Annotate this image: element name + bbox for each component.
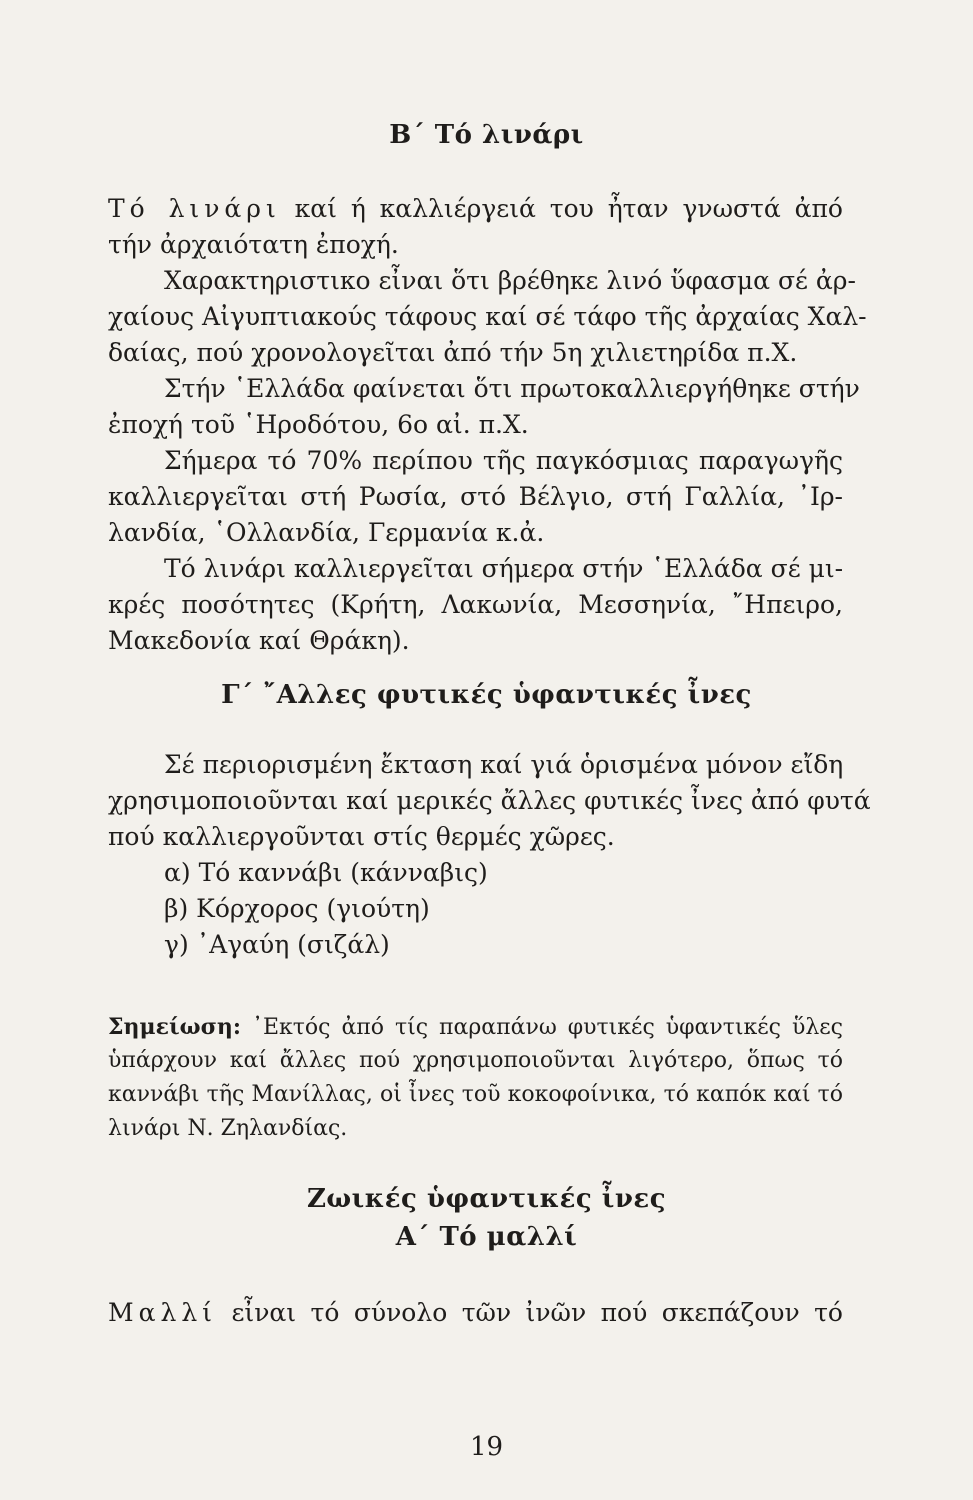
text-line: χαίους Αἰγυπτιακούς τάφους καί σέ τάφο τῆς ἀρχαίας Χαλ- xyxy=(108,302,867,331)
text-span: καί ή καλλιέργειά του ἦταν γνωστά ἀπό xyxy=(294,194,843,223)
text-span: εἶναι τό σύνολο τῶν ἰνῶν πού σκεπάζουν τό xyxy=(231,1298,843,1327)
note-line: λινάρι Ν. Ζηλανδίας. xyxy=(108,1116,348,1141)
text-line: Χαρακτηριστικο εἶναι ὅτι βρέθηκε λινό ὕφασμα σέ ἀρ- xyxy=(164,266,856,295)
text-line xyxy=(108,1300,843,1325)
text-line: ἐποχή τοῦ ῾Ηροδότου, 6ο αἰ. π.Χ. xyxy=(108,410,529,439)
section-subheading-wool: Α΄ Τό μαλλί xyxy=(395,1222,578,1252)
text-span: ᾿Εκτός ἀπό τίς παραπάνω φυτικές ὑφαντικές ὕλες xyxy=(251,1015,843,1040)
text-line: χρησιμοποιοῦνται καί μερικές ἄλλες φυτικές ἶνες ἀπό φυτά xyxy=(108,786,871,815)
text-line: πού καλλιεργοῦνται στίς θερμές χῶρες. xyxy=(108,822,615,851)
list-item: β) Κόρχορος (γιούτη) xyxy=(164,894,430,923)
section-heading-linen: Β΄ Τό λινάρι xyxy=(389,120,584,150)
text-line xyxy=(108,196,843,221)
text-line: τήν ἀρχαιότατη ἐποχή. xyxy=(108,230,399,259)
text-line: Στήν ῾Ελλάδα φαίνεται ὅτι πρωτοκαλλιεργήθηκε στήν xyxy=(164,374,860,403)
text-line: λανδία, ῾Ολλανδία, Γερμανία κ.ἀ. xyxy=(108,518,545,547)
text-line: Σήμερα τό 70% περίπου τῆς παγκόσμιας παραγωγῆς xyxy=(164,446,843,475)
text-line: κρές ποσότητες (Κρήτη, Λακωνία, Μεσσηνία, ῎Ηπειρο, xyxy=(108,590,843,619)
list-item: γ) ᾿Αγαύη (σιζάλ) xyxy=(164,930,390,959)
text-line: καλλιεργεῖται στή Ρωσία, στό Βέλγιο, στή Γαλλία, ᾿Ιρ- xyxy=(108,482,843,511)
page-number: 19 xyxy=(469,1432,504,1462)
section-heading-other-fibers: Γ΄ ῎Αλλες φυτικές ὑφαντικές ἶνες xyxy=(221,680,752,710)
section-heading-animal-fibers: Ζωικές ὑφαντικές ἶνες xyxy=(306,1184,667,1214)
spaced-lead-word: Μαλλί xyxy=(108,1298,217,1327)
spaced-lead-word: Τό λινάρι xyxy=(108,194,281,223)
text-line: Μακεδονία καί Θράκη). xyxy=(108,626,410,655)
note-line: καννάβι τῆς Μανίλλας, οἱ ἶνες τοῦ κοκοφοίνικα, τό καπόκ καί τό xyxy=(108,1082,843,1107)
text-line: δαίας, πού χρονολογεῖται ἀπό τήν 5η χιλιετηρίδα π.Χ. xyxy=(108,338,798,367)
text-line: Σέ περιορισμένη ἔκταση καί γιά ὁρισμένα μόνον εἴδη xyxy=(164,750,844,779)
list-item: α) Τό καννάβι (κάνναβις) xyxy=(164,858,488,887)
note-line: ὑπάρχουν καί ἄλλες πού χρησιμοποιοῦνται λιγότερο, ὅπως τό xyxy=(108,1048,843,1073)
text-line: Τό λινάρι καλλιεργεῖται σήμερα στήν ῾Ελλάδα σέ μι- xyxy=(164,554,844,583)
note-line xyxy=(108,1016,843,1039)
note-label: Σημείωση: xyxy=(108,1014,241,1040)
